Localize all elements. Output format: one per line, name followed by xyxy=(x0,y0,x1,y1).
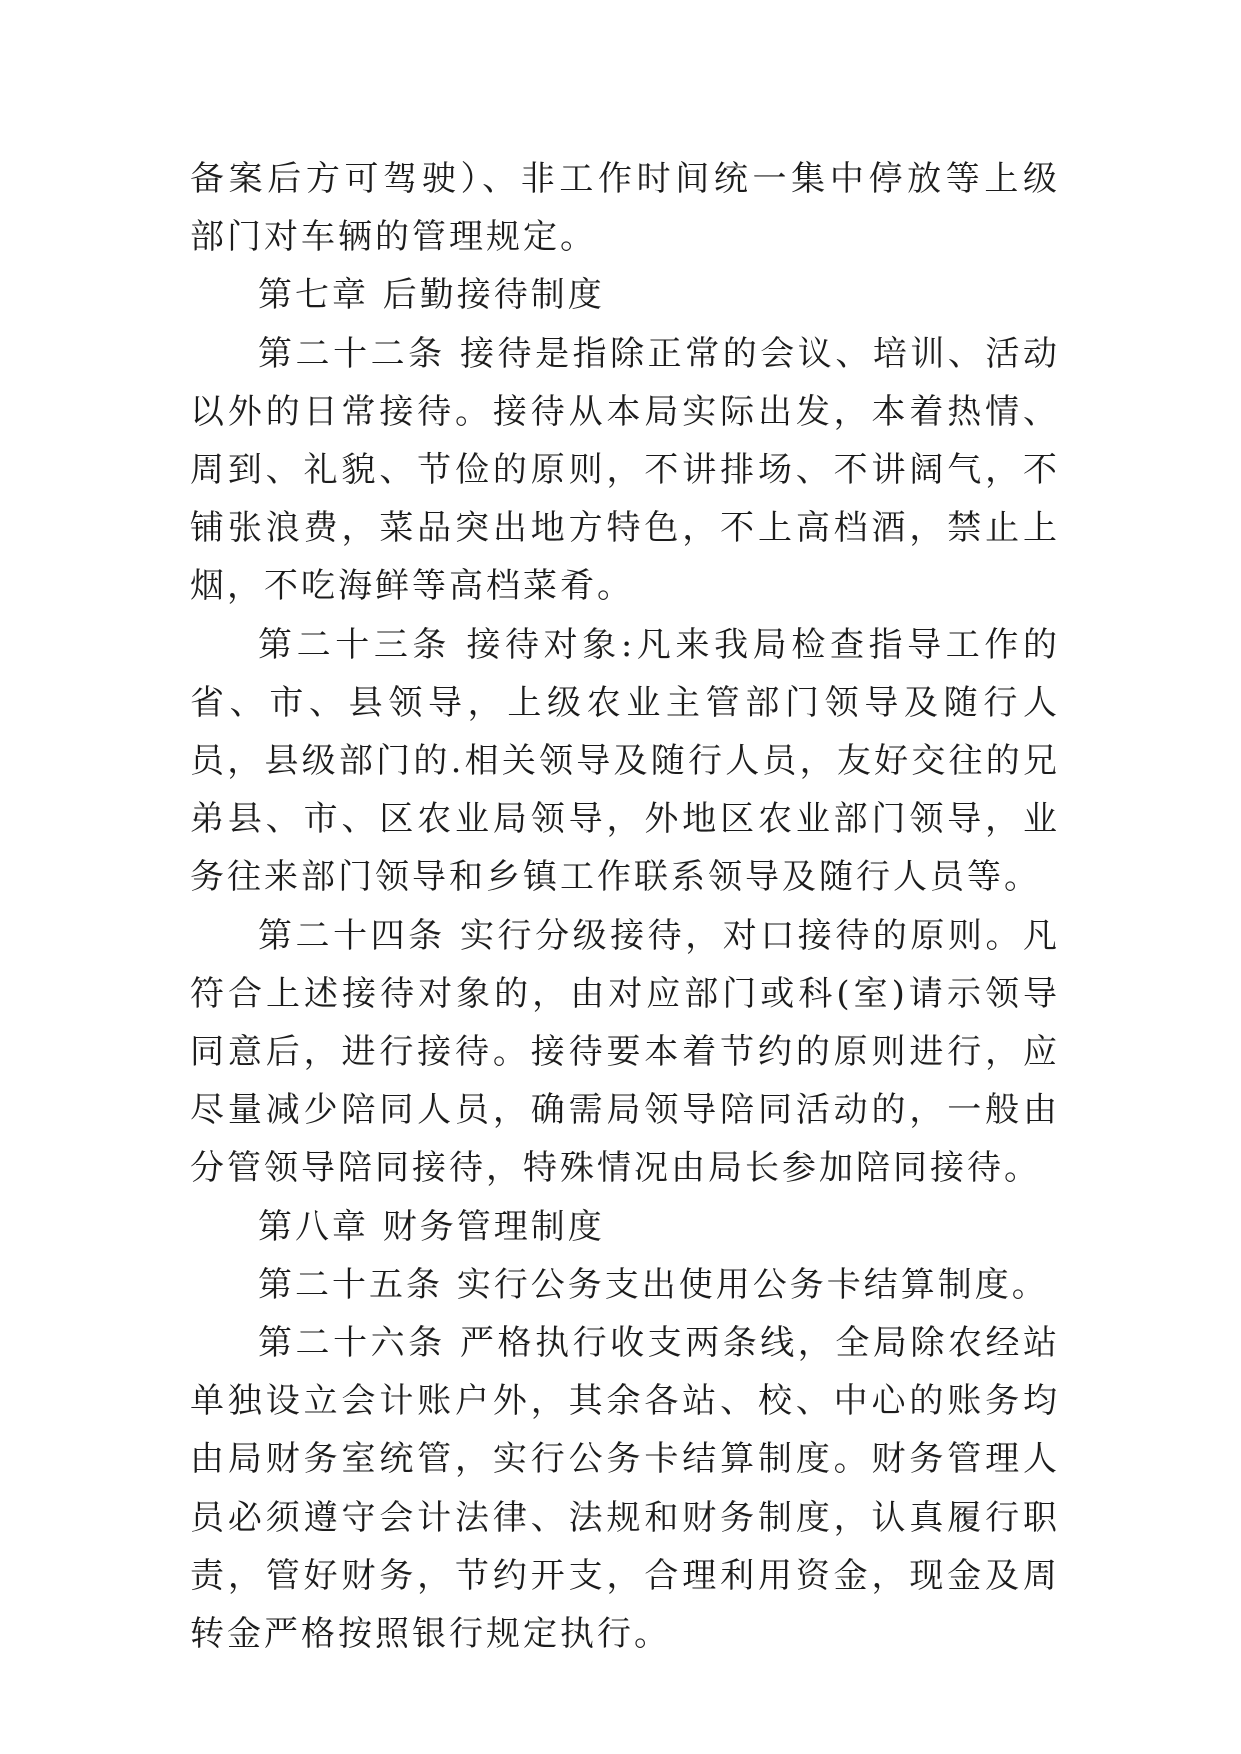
article-25: 第二十五条 实行公务支出使用公务卡结算制度。 xyxy=(258,1264,1049,1305)
article-22: 第二十二条 接待是指除正常的会议、培训、活动以外的日常接待。接待从本局实际出发，本着热情、周到、礼貌、节俭的原则，不讲排场、不讲阔气，不铺张浪费，菜品突出地方特色，不上高档酒，禁止上烟，不吃海鲜等高档菜肴。 xyxy=(190,333,1060,607)
chapter-heading-7: 第七章 后勤接待制度 xyxy=(258,275,605,316)
article-24: 第二十四条 实行分级接待，对口接待的原则。凡符合上述接待对象的，由对应部门或科(室)请示领导同意后，进行接待。接待要本着节约的原则进行，应尽量减少陪同人员，确需局领导陪同活动的，一般由分管领导陪同接待，特殊情况由局长参加陪同接待。 xyxy=(190,915,1060,1189)
article-23: 第二十三条 接待对象:凡来我局检查指导工作的省、市、县领导，上级农业主管部门领导及随行人员，县级部门的.相关领导及随行人员，友好交往的兄弟县、市、区农业局领导，外地区农业部门领导，业务往来部门领导和乡镇工作联系领导及随行人员等。 xyxy=(190,624,1060,898)
paragraph-continuation: 备案后方可驾驶）、非工作时间统一集中停放等上级部门对车辆的管理规定。 xyxy=(190,159,1060,258)
chapter-heading-8: 第八章 财务管理制度 xyxy=(258,1206,605,1247)
article-26: 第二十六条 严格执行收支两条线，全局除农经站单独设立会计账户外，其余各站、校、中心的账务均由局财务室统管，实行公务卡结算制度。财务管理人员必须遵守会计法律、法规和财务制度，认真履行职责，管好财务，节约开支，合理利用资金，现金及周转金严格按照银行规定执行。 xyxy=(190,1323,1060,1655)
document-body xyxy=(190,150,1060,1663)
